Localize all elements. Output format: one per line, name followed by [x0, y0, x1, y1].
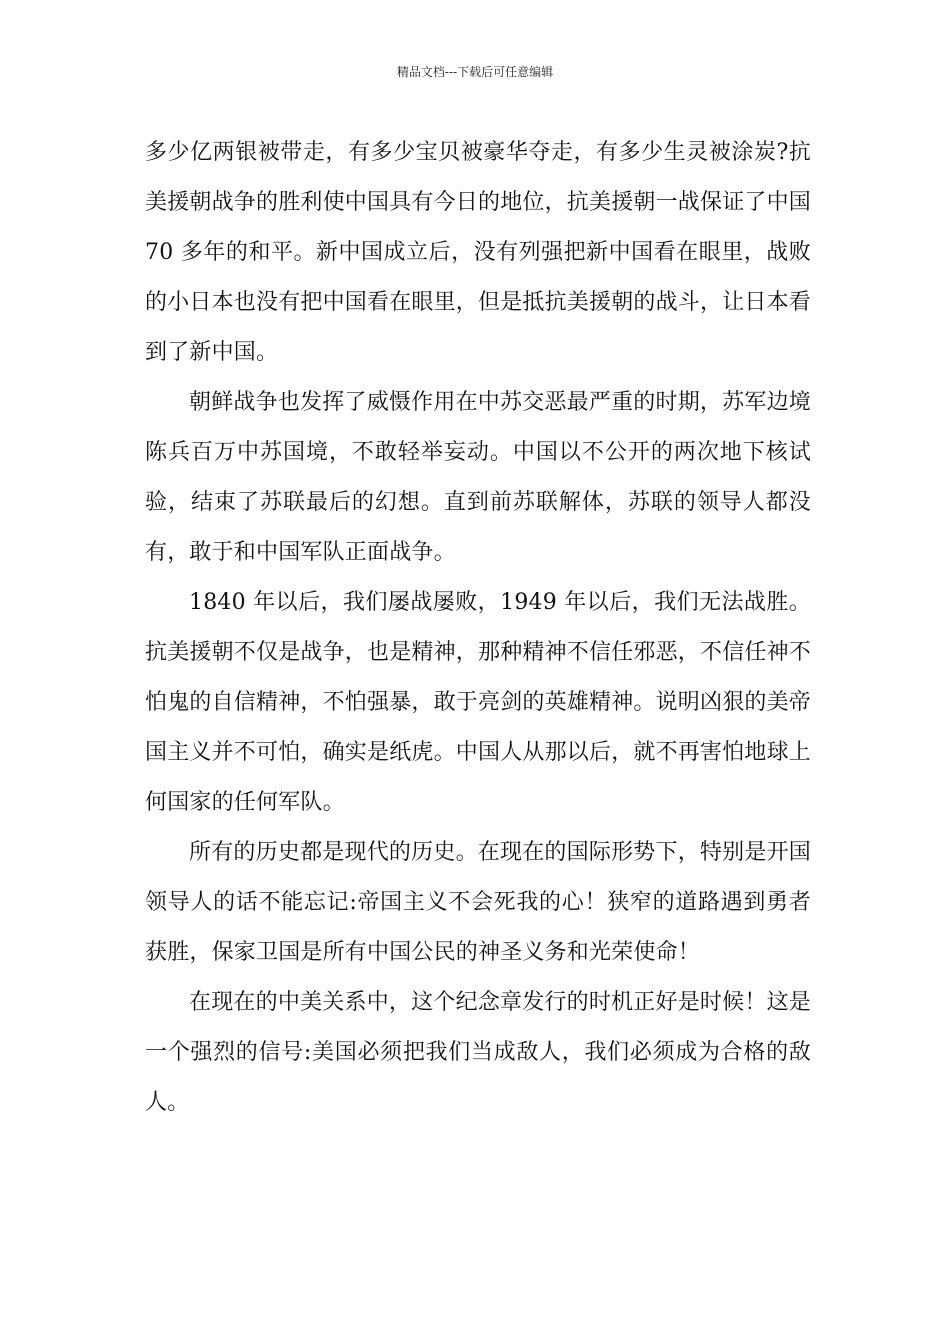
- page-header: 精品文档---下载后可任意编辑: [396, 65, 554, 79]
- document-body: [145, 128, 811, 1128]
- paragraph-spirit: 1840 年以后，我们屡战屡败，1949 年以后，我们无法战胜。抗美援朝不仅是战争，也是精神，那种精神不信任邪恶，不信任神不怕鬼的自信精神，不怕强暴，敢于亮剑的英雄精神。说明凶狠的美帝国主义并不可怕，确实是纸虎。中国人从那以后，就不再害怕地球上何国家的任何军队。: [145, 590, 812, 815]
- paragraph-continuation: 多少亿两银被带走，有多少宝贝被豪华夺走，有多少生灵被涂炭?抗美援朝战争的胜利使中国具有今日的地位，抗美援朝一战保证了中国 70 多年的和平。新中国成立后，没有列强把新中国看在眼里，战败的小日本也没有把中国看在眼里，但是抵抗美援朝的战斗，让日本看到了新中国。: [145, 140, 812, 365]
- paragraph-history: 所有的历史都是现代的历史。在现在的国际形势下，特别是开国领导人的话不能忘记:帝国主义不会死我的心！狭窄的道路遇到勇者获胜，保家卫国是所有中国公民的神圣义务和光荣使命！: [145, 840, 811, 965]
- paragraph-commemorative-medal: 在现在的中美关系中，这个纪念章发行的时机正好是时候！这是一个强烈的信号:美国必须把我们当成敌人，我们必须成为合格的敌人。: [145, 990, 811, 1115]
- paragraph-korean-war-deterrence: 朝鲜战争也发挥了威慑作用在中苏交恶最严重的时期，苏军边境陈兵百万中苏国境，不敢轻举妄动。中国以不公开的两次地下核试验，结束了苏联最后的幻想。直到前苏联解体，苏联的领导人都没有，敢于和中国军队正面战争。: [145, 390, 811, 565]
